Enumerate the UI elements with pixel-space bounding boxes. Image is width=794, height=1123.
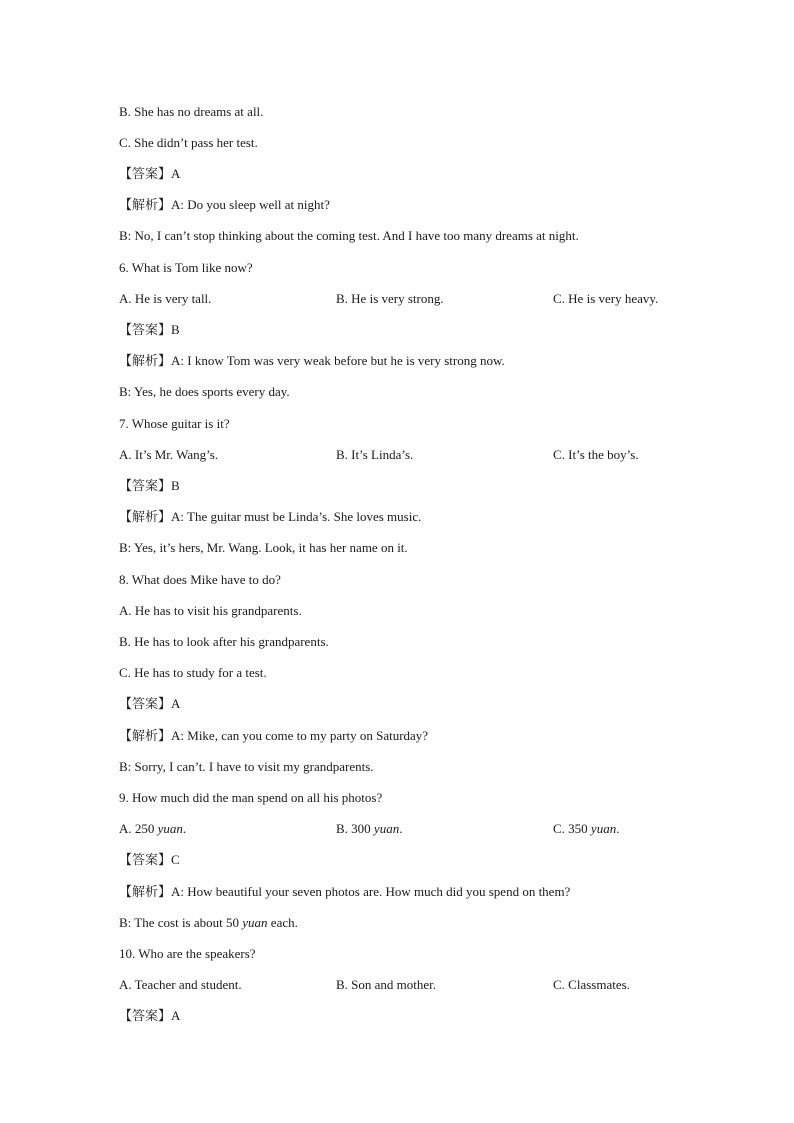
analysis-text: A: How beautiful your seven photos are. How much did you spend on them?	[171, 884, 571, 899]
q9-option-a	[119, 820, 186, 838]
analysis-line	[119, 883, 570, 901]
dialogue-line	[119, 758, 374, 776]
option-text: A. Teacher and student.	[119, 977, 242, 992]
analysis-text: A: Do you sleep well at night?	[171, 197, 330, 212]
option-text: A. He has to visit his grandparents.	[119, 603, 302, 618]
option-text: A. It’s Mr. Wang’s.	[119, 447, 219, 462]
answer-value: A	[171, 1008, 181, 1023]
dialogue-text: B: The cost is about 50	[119, 915, 243, 930]
option-text: A. 250	[119, 821, 158, 836]
dialogue-line	[119, 227, 579, 245]
q9-option-b	[336, 820, 402, 838]
dialogue-line	[119, 914, 298, 932]
q7-option-b	[336, 446, 413, 464]
q7-option-a	[119, 446, 218, 464]
question-8	[119, 571, 281, 589]
q9-option-c	[553, 820, 619, 838]
q10-option-b	[336, 976, 436, 994]
answer-tag: 【答案】	[119, 853, 172, 868]
q7-option-c	[553, 446, 639, 464]
answer-value: C	[171, 852, 180, 867]
analysis-line	[119, 508, 421, 526]
dialogue-unit: yuan	[242, 915, 268, 930]
option-text: C. It’s the boy’s.	[553, 447, 639, 462]
q10-option-c	[553, 976, 630, 994]
option-line	[119, 134, 258, 152]
question-text: 8. What does Mike have to do?	[119, 572, 281, 587]
q10-option-a	[119, 976, 242, 994]
answer-value: B	[171, 322, 180, 337]
option-text: C. He has to study for a test.	[119, 665, 267, 680]
option-text: C. Classmates.	[553, 977, 630, 992]
option-text: B. He is very strong.	[336, 291, 444, 306]
q8-option-b	[119, 633, 329, 651]
option-text: B. It’s Linda’s.	[336, 447, 414, 462]
answer-line	[119, 165, 180, 183]
analysis-text: A: Mike, can you come to my party on Saturday?	[171, 728, 429, 743]
q8-option-a	[119, 602, 302, 620]
option-text: B. Son and mother.	[336, 977, 437, 992]
question-6	[119, 259, 253, 277]
analysis-line	[119, 352, 505, 370]
answer-tag: 【答案】	[119, 167, 172, 182]
answer-tag: 【答案】	[119, 479, 172, 494]
dialogue-text-end: each.	[267, 915, 298, 930]
analysis-tag: 【解析】	[119, 885, 172, 900]
option-text: B. She has no dreams at all.	[119, 104, 264, 119]
answer-tag: 【答案】	[119, 697, 172, 712]
analysis-text: A: The guitar must be Linda’s. She loves music.	[171, 509, 422, 524]
option-text: C. She didn’t pass her test.	[119, 135, 258, 150]
option-punct: .	[182, 821, 187, 836]
question-text: 6. What is Tom like now?	[119, 260, 253, 275]
option-punct: .	[399, 821, 403, 836]
dialogue-line	[119, 539, 408, 557]
option-unit: yuan	[373, 821, 400, 836]
answer-value: A	[171, 166, 181, 181]
option-text: B. 300	[336, 821, 374, 836]
question-text: 7. Whose guitar is it?	[119, 416, 230, 431]
analysis-tag: 【解析】	[119, 354, 172, 369]
question-text: 10. Who are the speakers?	[119, 946, 256, 961]
dialogue-text: B: Yes, it’s hers, Mr. Wang. Look, it has her name on it.	[119, 540, 408, 555]
question-10	[119, 945, 256, 963]
dialogue-text: B: Yes, he does sports every day.	[119, 384, 290, 399]
option-text: C. 350	[553, 821, 591, 836]
dialogue-text: B: Sorry, I can’t. I have to visit my grandparents.	[119, 759, 374, 774]
dialogue-line	[119, 383, 290, 401]
option-text: B. He has to look after his grandparents.	[119, 634, 329, 649]
analysis-tag: 【解析】	[119, 510, 172, 525]
question-7	[119, 415, 230, 433]
analysis-line	[119, 196, 330, 214]
answer-value: A	[171, 696, 181, 711]
q8-option-c	[119, 664, 267, 682]
analysis-tag: 【解析】	[119, 729, 172, 744]
answer-line	[119, 695, 180, 713]
question-text: 9. How much did the man spend on all his photos?	[119, 790, 383, 805]
option-line	[119, 103, 263, 121]
option-unit: yuan	[590, 821, 617, 836]
option-text: A. He is very tall.	[119, 291, 212, 306]
q6-option-c	[553, 290, 658, 308]
answer-line	[119, 851, 180, 869]
option-unit: yuan	[157, 821, 183, 836]
option-text: C. He is very heavy.	[553, 291, 659, 306]
answer-tag: 【答案】	[119, 1009, 172, 1024]
analysis-tag: 【解析】	[119, 198, 172, 213]
question-9	[119, 789, 382, 807]
answer-line	[119, 321, 180, 339]
answer-line	[119, 1007, 180, 1025]
q6-option-a	[119, 290, 211, 308]
q6-option-b	[336, 290, 444, 308]
option-punct: .	[616, 821, 620, 836]
dialogue-text: B: No, I can’t stop thinking about the coming test. And I have too many dreams at night.	[119, 228, 579, 243]
analysis-line	[119, 727, 428, 745]
answer-tag: 【答案】	[119, 323, 172, 338]
answer-line	[119, 477, 180, 495]
analysis-text: A: I know Tom was very weak before but he is very strong now.	[171, 353, 505, 368]
answer-value: B	[171, 478, 180, 493]
